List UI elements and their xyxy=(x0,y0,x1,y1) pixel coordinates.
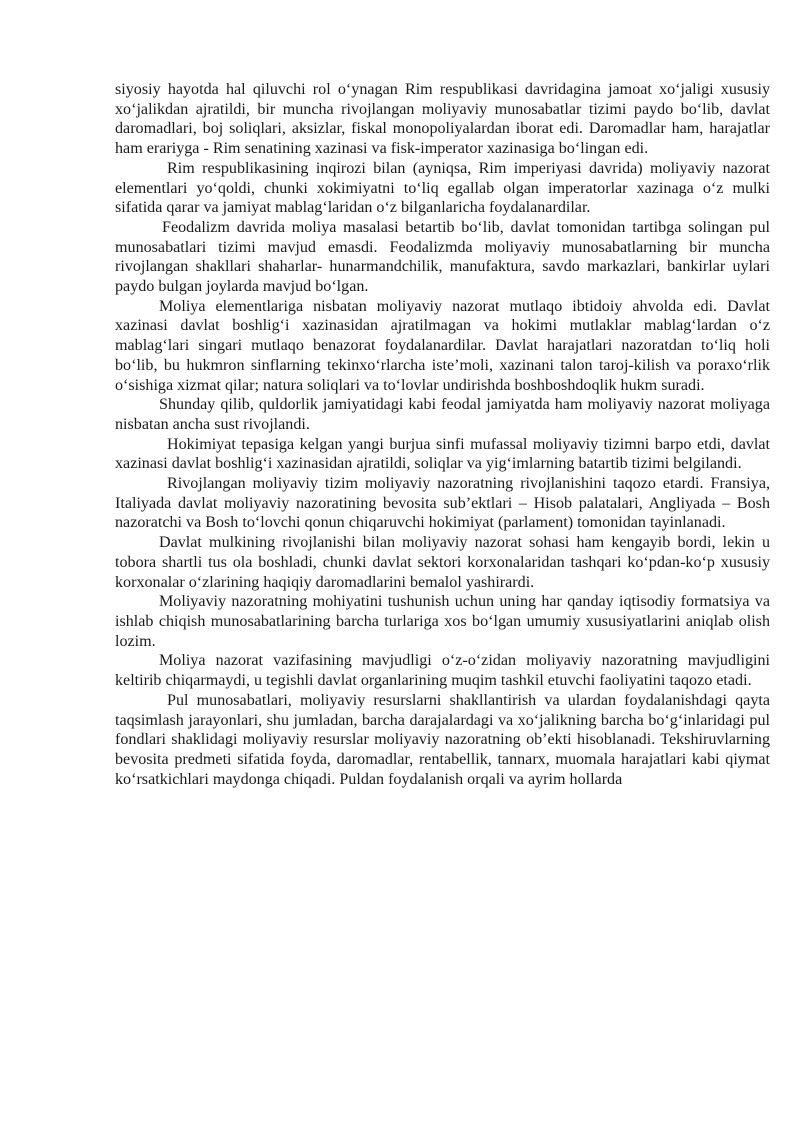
paragraph-5: Shunday qilib, quldorlik jamiyatidagi kabi feodal jamiyatda ham moliyaviy nazorat moliyaga nisbatan ancha sust rivojlandi. xyxy=(115,396,770,433)
paragraph-10: Moliya nazorat vazifasining mavjudligi oʻz-oʻzidan moliyaviy nazoratning mavjudligini keltirib chiqarmaydi, u tegishli davlat organlarining muqim tashkil etuvchi faoliyatini taqozo etadi. xyxy=(115,652,770,690)
paragraph-8: Davlat mulkining rivojlanishi bilan moliyaviy nazorat sohasi ham kengayib bordi, lekin u tobora shartli tus ola boshladi, chunki davlat sektori korxonalaridan tashqari koʻpdan-koʻp xususiy korxonalar oʻzlarining haqiqiy daromadlarini bemalol yashirardi. xyxy=(115,534,770,591)
paragraph-1: siyosiy hayotda hal qiluvchi rol oʻynagan Rim respublikasi davridagina jamoat xoʻjaligi xususiy xoʻjalikdan ajratildi, bir muncha rivojlangan moliyaviy munosabatlar tizimi paydo boʻlib, davlat daromadlari, boj soliqlari, aksizlar, fiskal monopoliyalardan iborat edi. Daromadlar ham, harajatlar ham erariyga - Rim senatining xazinasi va fisk-imperator xazinasiga boʻlingan edi. xyxy=(115,81,770,158)
document-page xyxy=(115,80,770,789)
paragraph-11: Pul munosabatlari, moliyaviy resurslarni shakllantirish va ulardan foydalanishdagi qayta taqsimlash jarayonlari, shu jumladan, barcha darajalardagi va xoʻjalikning barcha boʻgʻinlaridagi pul fondlari shaklidagi moliyaviy resurslar moliyaviy nazoratning obʼekti hisoblanadi. Tekshiruvlarning bevosita predmeti sifatida foyda, daromadlar, rentabellik, tannarx, muomala harajatlari kabi qiymat koʻrsatkichlari maydonga chiqadi. Puldan foydalanish orqali va ayrim hollarda xyxy=(115,691,770,788)
paragraph-4: Moliya elementlariga nisbatan moliyaviy nazorat mutlaqo ibtidoiy ahvolda edi. Davlat xazinasi davlat boshligʻi xazinasidan ajratilmagan va hokimi mutlaklar mablagʻlardan oʻz mablagʻlari singari mutlaqo benazorat foydalanardilar. Davlat harajatlari nazoratdan toʻliq holi boʻlib, bu hukmron sinflarning tekinxoʻrlarcha isteʼmoli, xazinani talon taroj-kilish va poraxoʻrlik oʻsishiga xizmat qilar; natura soliqlari va toʻlovlar undirishda boshboshdoqlik hukm suradi. xyxy=(115,297,770,394)
paragraph-6: Hokimiyat tepasiga kelgan yangi burjua sinfi mufassal moliyaviy tizimni barpo etdi, davlat xazinasi davlat boshligʻi xazinasidan ajratildi, soliqlar va yigʻimlarning batartib tizimi belgilandi. xyxy=(115,435,770,473)
paragraph-7: Rivojlangan moliyaviy tizim moliyaviy nazoratning rivojlanishini taqozo etardi. Fransiya, Italiyada davlat moliyaviy nazoratining bevosita subʼektlari – Hisob palatalari, Angliyada – Bosh nazoratchi va Bosh toʻlovchi qonun chiqaruvchi hokimiyat (parlament) tomonidan tayinlanadi. xyxy=(115,475,770,532)
paragraph-3: Feodalizm davrida moliya masalasi betartib boʻlib, davlat tomonidan tartibga solingan pul munosabatlari tizimi mavjud emasdi. Feodalizmda moliyaviy munosabatlarning bir muncha rivojlangan shakllari shaharlar- hunarmandchilik, manufaktura, savdo markazlari, bankirlar uylari paydo bulgan joylarda mavjud boʻlgan. xyxy=(115,218,770,296)
paragraph-9: Moliyaviy nazoratning mohiyatini tushunish uchun uning har qanday iqtisodiy formatsiya va ishlab chiqish munosabatlarining barcha turlariga xos boʻlgan umumiy xususiyatlarini aniqlab olish lozim. xyxy=(115,593,770,650)
paragraph-2: Rim respublikasining inqirozi bilan (ayniqsa, Rim imperiyasi davrida) moliyaviy nazorat elementlari yoʻqoldi, chunki xokimiyatni toʻliq egallab olgan imperatorlar xazinaga oʻz mulki sifatida qarar va jamiyat mablagʻlaridan oʻz bilganlaricha foydalanardilar. xyxy=(115,159,770,217)
